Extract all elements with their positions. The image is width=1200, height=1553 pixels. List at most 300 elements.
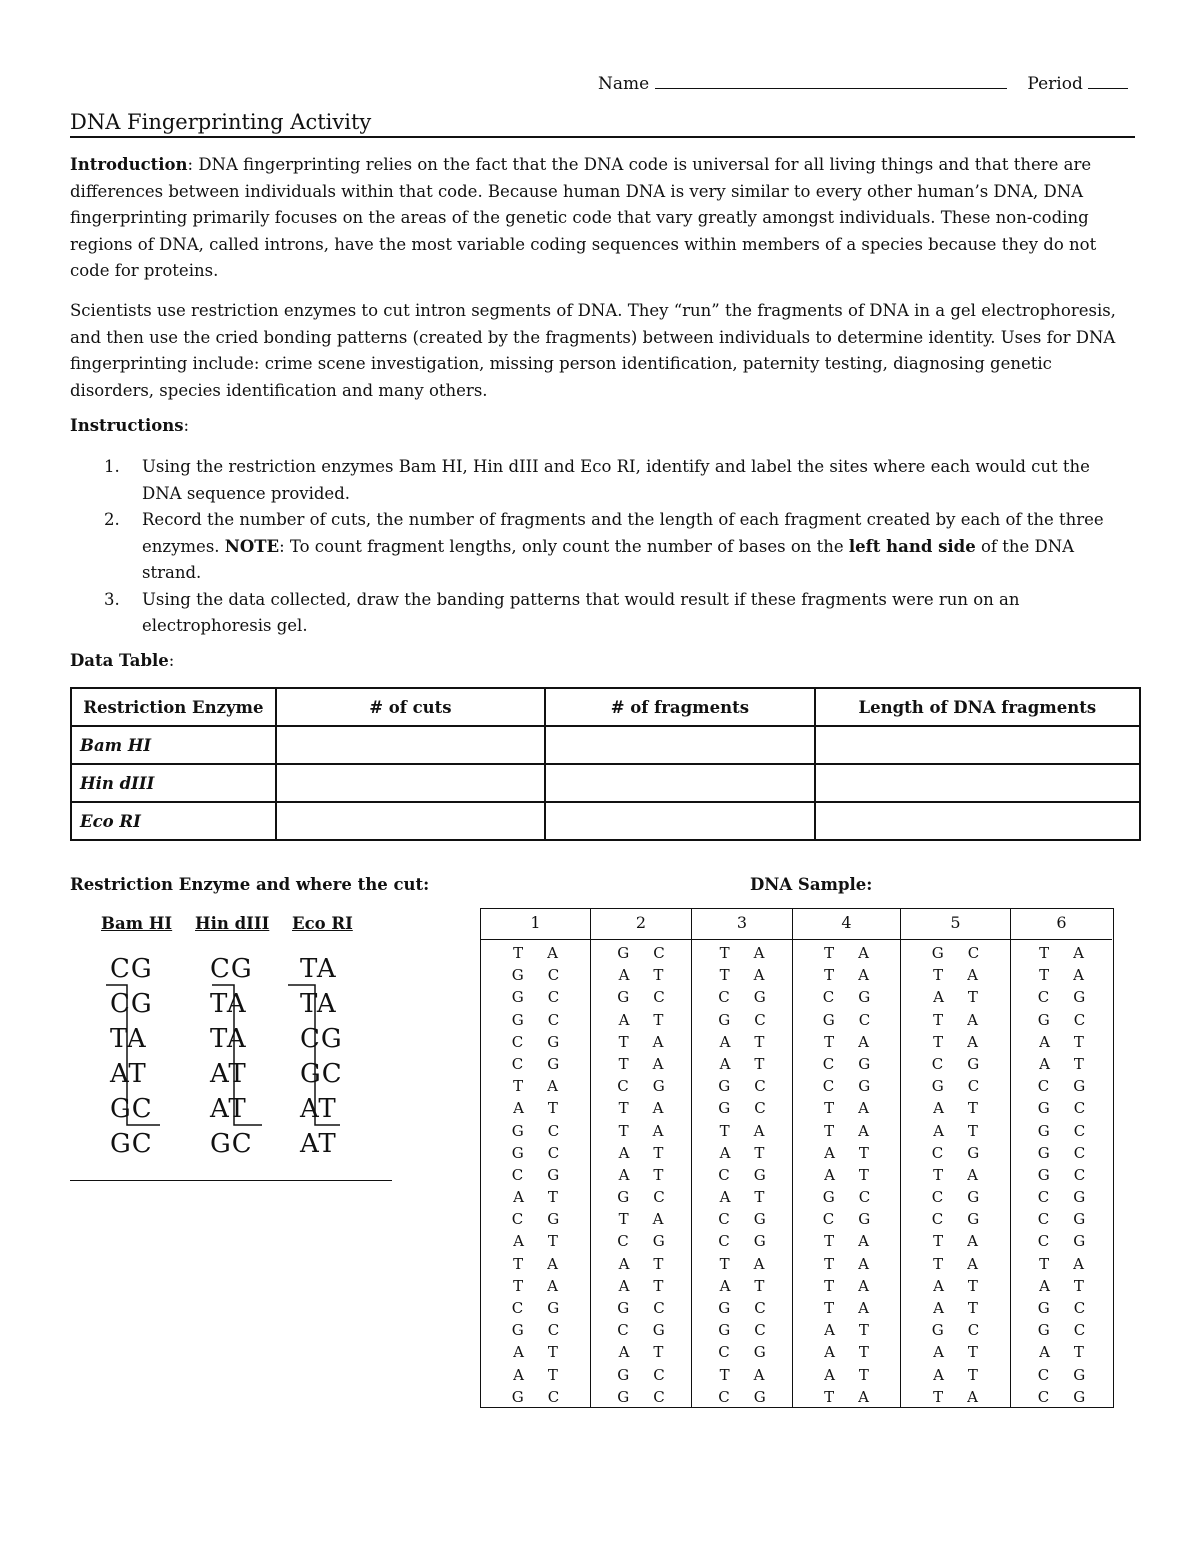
base-pair-row [481,942,590,964]
base: T [824,944,835,962]
base: G [858,988,871,1007]
base-pair-row [1011,1341,1112,1363]
base: A [858,1276,869,1295]
base-pair-row [793,1097,900,1119]
base: G [511,1121,524,1140]
column-header: Length of DNA fragments [815,688,1140,726]
base: C [718,1210,730,1229]
eco-ri-cut-line [288,985,340,1125]
base-pair-row [692,1164,792,1186]
base: G [718,1299,731,1317]
base-pair-row [1011,1120,1112,1142]
base: T [547,1188,558,1207]
base-pair-row [901,1075,1010,1097]
base: C [822,1077,835,1096]
base: A [858,944,869,962]
table-header-row [71,688,1140,726]
dna-column [1011,909,1112,1407]
base: A [719,1143,731,1162]
base: T [933,966,944,985]
base: T [547,1232,558,1251]
dna-column [901,909,1011,1407]
base: T [547,1343,558,1362]
base-pair-row [481,1253,590,1275]
base-pair-row [1011,1275,1112,1297]
base: T [1073,1343,1084,1362]
base: T [824,1099,835,1118]
base: G [753,1165,766,1184]
base: G [858,1077,871,1096]
dna-sample-table [480,908,1114,1408]
base: A [858,1299,869,1317]
base-pair-row [591,1230,691,1252]
dna-column [793,909,901,1407]
base: G [1037,1321,1050,1340]
base: G [718,1321,731,1340]
base-pair-row [793,942,900,964]
base-pair-row [901,1386,1010,1408]
base: G [1037,1121,1050,1140]
base-pair-row [481,1208,590,1230]
cuts-cell[interactable] [276,764,545,802]
introduction-paragraph [70,152,1130,285]
base: A [547,944,558,962]
base: A [824,1343,835,1362]
base: A [967,1032,978,1051]
base-pair-row [692,942,792,964]
base: T [858,1343,869,1362]
base-pair-row [1011,1208,1112,1230]
base: G [511,966,524,985]
base: A [719,1188,731,1207]
base: T [858,1365,869,1384]
cuts-cell[interactable] [276,726,545,764]
cuts-cell[interactable] [276,802,545,840]
base-pair-row [591,1053,691,1075]
introduction-text: : DNA fingerprinting relies on the fact that the DNA code is universal for all living things and that there are differences between individuals within that code. Because human DNA is very similar to every other human’s DNA, DNA fingerprinting primarily focuses on the areas of the genetic code that vary greatly amongst individuals. These non-coding regions of DNA, called introns, have the most variable coding sequences within members of a species because they do not code for proteins. [70,155,1097,280]
base: G [652,1321,665,1340]
base: A [1073,966,1084,985]
base: C [931,1054,944,1073]
base: C [547,966,560,985]
base-pair: CG [300,1024,343,1054]
base-pair-row [481,1297,590,1319]
fragments-cell[interactable] [545,802,815,840]
note-label: NOTE [224,536,280,556]
base-pair-row [1011,1186,1112,1208]
period-label: Period [1027,74,1083,94]
base: A [618,1010,630,1029]
name-field[interactable] [655,87,1007,89]
base: T [933,1032,944,1051]
base-pair: GC [210,1129,253,1159]
base-pair-row [692,1075,792,1097]
step-text: Using the data collected, draw the banding patterns that would result if these fragments were run on an electrophoresis gel. [142,589,1020,635]
base: A [933,1343,944,1362]
base-pair-row [591,1009,691,1031]
base-pair-row [481,1031,590,1053]
base: T [858,1165,869,1184]
hin-diii-cut-line [212,985,262,1125]
fragments-cell[interactable] [545,764,815,802]
base: A [652,1121,664,1140]
row-label: Bam HI [71,726,276,764]
base-pair-row [901,986,1010,1008]
base-pair-row [901,1341,1010,1363]
base: C [1073,1143,1086,1162]
base: A [858,1254,869,1273]
base-pair-row [793,986,900,1008]
base: G [931,944,944,962]
base: T [513,1254,524,1273]
base: T [513,1077,524,1096]
base-pair: GC [300,1059,343,1089]
base-pair-row [692,1364,792,1386]
base-pair-row [901,1120,1010,1142]
base: C [754,1077,766,1096]
base-pair: AT [110,1059,147,1089]
base: C [718,1232,730,1251]
base: T [754,1143,765,1162]
base-pair-row [692,1253,792,1275]
base: A [547,1077,558,1096]
divider [70,1180,392,1181]
base-pair-row [793,1275,900,1297]
base-pair-row [481,1186,590,1208]
left-hand-side-text: left hand side [848,536,976,556]
base: T [618,1099,629,1118]
base: A [824,1365,835,1384]
base: T [653,1165,664,1184]
base: T [933,1254,944,1273]
base-pair-row [793,1319,900,1341]
base-pair-row [1011,1386,1112,1408]
base: T [933,1165,944,1184]
base: G [1073,1365,1086,1384]
base: T [824,1121,835,1140]
base: G [1037,1165,1050,1184]
base: A [1073,944,1084,962]
base-pair-row [591,1097,691,1119]
base: T [754,1276,765,1295]
base: C [967,944,980,962]
base-pair-row [901,1053,1010,1075]
base: T [754,1032,765,1051]
base-pair: GC [110,1129,153,1159]
dna-sample-heading: DNA Sample: [750,875,873,894]
base: C [511,1054,524,1073]
base: T [653,966,664,985]
base: C [547,1321,560,1340]
row-label: Eco RI [71,802,276,840]
table-row [71,802,1140,840]
dna-column [692,909,793,1407]
base-pair-row [591,1341,691,1363]
base: T [547,1365,558,1384]
dna-column [591,909,692,1407]
base: T [653,1276,664,1295]
base: C [653,1188,665,1207]
base-pair-row [901,964,1010,986]
base: C [1073,1299,1086,1317]
base-pair-row [692,1097,792,1119]
base-pair: TA [110,1024,147,1054]
base-pair: AT [210,1094,247,1124]
base: G [967,1210,980,1229]
base-pair-row [481,1009,590,1031]
base: G [822,1010,835,1029]
name-period-line [598,74,1128,94]
base-pair-row [793,1031,900,1053]
base: A [618,1254,630,1273]
base-pair-row [901,942,1010,964]
base-pair-row [1011,1031,1112,1053]
base-pair-row [1011,1053,1112,1075]
base: A [967,1254,978,1273]
base-pair-row [793,1053,900,1075]
base: A [513,1099,524,1118]
base-pair-row [1011,1319,1112,1341]
base-pair-row [793,1120,900,1142]
base: A [513,1188,524,1207]
base: A [513,1343,524,1362]
base-pair-row [481,1275,590,1297]
base-list [481,940,590,1408]
base-pair-row [1011,942,1112,964]
base: C [547,1010,560,1029]
base-pair-row [692,986,792,1008]
base: C [511,1165,524,1184]
base: A [652,1099,664,1118]
base: T [719,1365,730,1384]
base-pair-row [793,1253,900,1275]
base: A [618,1165,630,1184]
base: A [547,1254,558,1273]
column-number: 2 [591,909,691,940]
base: G [822,1188,835,1207]
fragments-cell[interactable] [545,726,815,764]
base-pair-row [692,1297,792,1319]
base: T [513,1276,524,1295]
base-pair-row [591,1386,691,1408]
base: C [718,1165,730,1184]
base: T [824,1276,835,1295]
base: G [511,1010,524,1029]
base-pair-row [481,1053,590,1075]
base-pair-row [481,1120,590,1142]
base-pair-row [901,1142,1010,1164]
base: C [822,1054,835,1073]
base: A [652,1054,664,1073]
instructions-list [70,454,1130,640]
base-pair-row [793,964,900,986]
base: T [653,1254,664,1273]
name-label: Name [598,74,650,94]
base-pair-row [591,1364,691,1386]
base-pair-row [481,986,590,1008]
base-pair-row [692,1031,792,1053]
instructions-heading: Instructions: [70,416,190,435]
base: G [1073,988,1086,1007]
base: C [1073,1010,1086,1029]
base-pair-row [481,1364,590,1386]
base: T [653,1010,664,1029]
base: G [1037,1099,1050,1118]
list-item [70,454,1130,507]
step-text: : To count fragment lengths, only count the number of bases on the [279,536,849,556]
step-text: Record the number of cuts, the number of fragments and the length of each fragment created by each of the three enzymes. [142,510,1104,556]
base: G [967,1054,980,1073]
base: A [933,1121,944,1140]
base: A [753,1121,765,1140]
base: A [933,1365,944,1384]
base: A [858,1099,869,1118]
row-label: Hin dIII [71,764,276,802]
base: T [967,1343,978,1362]
base: A [618,1143,630,1162]
base: A [858,966,869,985]
base-pair-row [591,1297,691,1319]
base: G [547,1032,560,1051]
data-table-label: Data Table [70,651,169,670]
base: C [931,1210,944,1229]
base-pair-row [1011,1297,1112,1319]
base-pair-row [793,1341,900,1363]
lengths-cell[interactable] [815,726,1140,764]
base: A [967,1387,978,1406]
base: T [967,1365,978,1384]
base: T [967,1276,978,1295]
base-pair-row [793,1386,900,1408]
restriction-sites [70,910,400,1190]
base-pair-row [901,1009,1010,1031]
column-number: 1 [481,909,590,940]
base: T [858,1321,869,1340]
base: G [511,1143,524,1162]
base: A [933,1299,944,1317]
base: C [754,1010,766,1029]
base: A [858,1121,869,1140]
base-pair: CG [210,954,253,984]
base: G [547,1165,560,1184]
base-pair-row [591,1186,691,1208]
base-pair-row [901,1230,1010,1252]
base: A [858,1387,869,1406]
base: G [617,944,630,962]
base: G [1037,1299,1050,1317]
base: C [718,988,730,1007]
base-pair-row [591,1319,691,1341]
base-pair-row [481,1097,590,1119]
table-row [71,764,1140,802]
page-title: DNA Fingerprinting Activity [70,110,1135,138]
base: T [653,1343,664,1362]
base-pair-row [1011,1364,1112,1386]
base: G [511,1387,524,1406]
base: T [824,1387,835,1406]
base: A [967,1232,978,1251]
period-field[interactable] [1088,87,1128,89]
base: C [547,988,560,1007]
column-number: 5 [901,909,1010,940]
base-pair-row [481,964,590,986]
base: C [1037,988,1050,1007]
base-list [901,940,1010,1408]
base: A [858,1232,869,1251]
base: C [1073,1121,1086,1140]
base: G [718,1077,731,1096]
base: C [653,1365,665,1384]
data-table-heading: Data Table: [70,651,175,670]
base: T [967,1121,978,1140]
base-pair-row [481,1319,590,1341]
base-pair-row [692,1208,792,1230]
base: G [1037,1143,1050,1162]
base: A [933,988,944,1007]
base: C [822,988,835,1007]
base: G [617,1387,630,1406]
base: C [822,1210,835,1229]
base: C [547,1143,560,1162]
column-header: # of cuts [276,688,545,726]
base-pair-row [692,1053,792,1075]
base: A [753,1365,765,1384]
base: A [513,1232,524,1251]
base-pair-row [1011,986,1112,1008]
base: T [824,1032,835,1051]
base: T [1039,966,1050,985]
base: A [547,1276,558,1295]
base: C [1037,1232,1050,1251]
base-pair-row [591,1208,691,1230]
base: T [653,1143,664,1162]
base: T [1073,1276,1084,1295]
base-pair-row [1011,1164,1112,1186]
base: C [617,1321,629,1340]
base: C [653,944,665,962]
base: G [511,988,524,1007]
lengths-cell[interactable] [815,802,1140,840]
base-pair-row [1011,1009,1112,1031]
lengths-cell[interactable] [815,764,1140,802]
base: A [618,966,630,985]
base: T [1039,944,1050,962]
base: G [1073,1077,1086,1096]
base-pair-row [591,942,691,964]
base: C [718,1343,730,1362]
base: C [1073,1099,1086,1118]
base-pair-row [1011,1097,1112,1119]
base-pair-row [1011,1230,1112,1252]
base: A [933,1099,944,1118]
step-text: Using the restriction enzymes Bam HI, Hin dIII and Eco RI, identify and label the sites where each would cut the DNA sequence provided. [142,457,1090,503]
base-pair-row [1011,964,1112,986]
base-pair-row [591,1120,691,1142]
base-pair-row [901,1275,1010,1297]
base: A [824,1165,835,1184]
base: T [754,1188,765,1207]
base: C [967,1321,980,1340]
base: T [1039,1254,1050,1273]
base-pair-row [692,1120,792,1142]
base: C [1073,1165,1086,1184]
step-number: 1. [104,457,120,476]
base-pair-row [692,1275,792,1297]
base: C [1037,1210,1050,1229]
base-pair-row [591,1031,691,1053]
base: A [753,966,765,985]
table-row [71,726,1140,764]
